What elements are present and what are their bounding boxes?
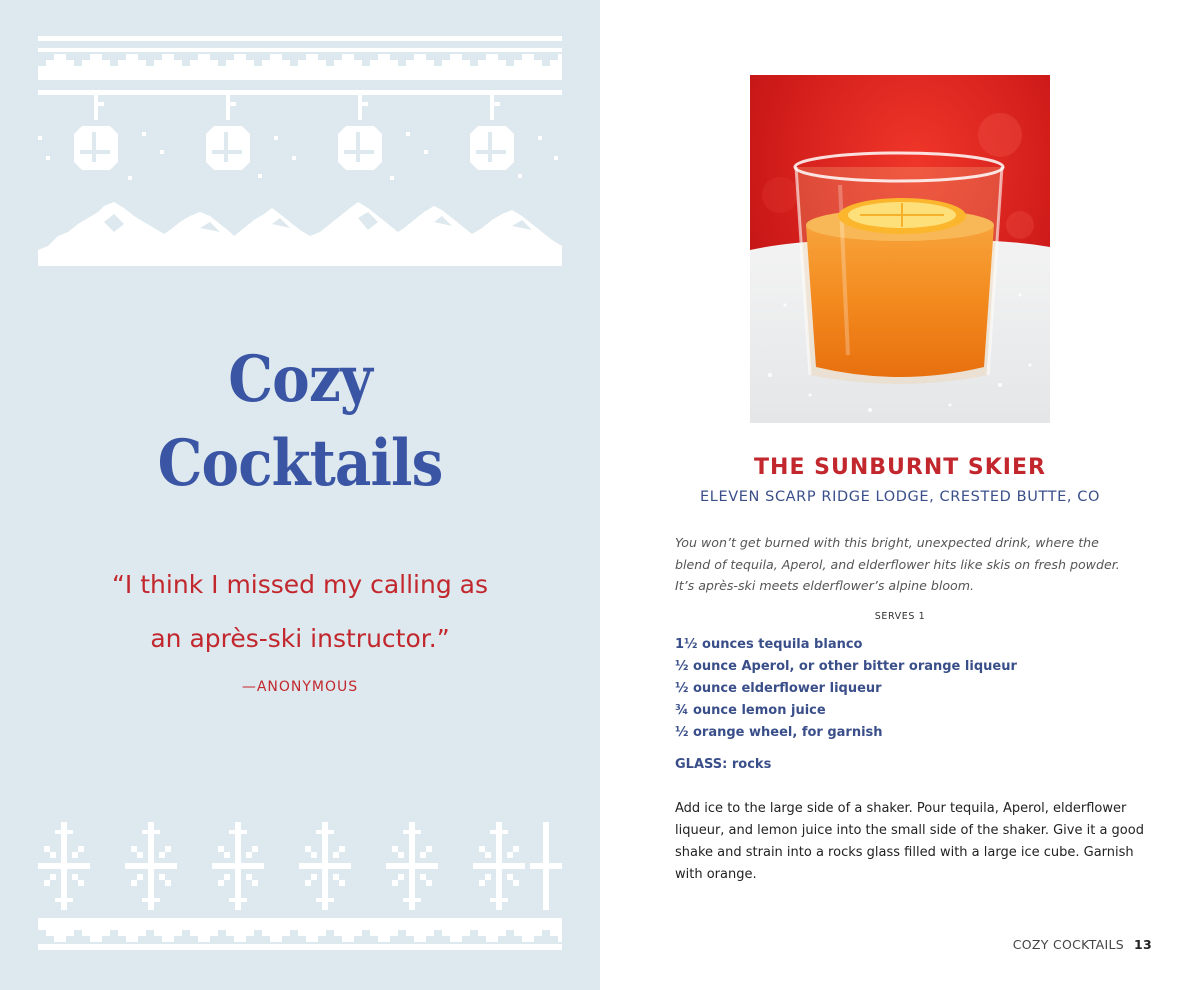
page-footer (1013, 937, 1152, 952)
recipe-source: ELEVEN SCARP RIDGE LODGE, CRESTED BUTTE, CO (700, 489, 1100, 505)
glass-type: GLASS: rocks (675, 757, 772, 772)
quote-line2: an après-ski instructor.” (150, 624, 450, 653)
section-title (124, 338, 476, 506)
knit-pattern-gondolas-mountains (38, 36, 562, 268)
recipe-method: Add ice to the large side of a shaker. Pour tequila, Aperol, elderflower liqueur, and lemon juice into the small side of the shaker. Give it a good shake and strain into a rocks glass filled with a large ice cube. Garnish with orange. (675, 801, 1144, 882)
recipe-intro: You won’t get burned with this bright, unexpected drink, where the blend of tequila, Aperol, and elderflower hits like skis on fresh powder. It’s après-ski meets elderflower’s alpine bloom. (675, 535, 1120, 593)
gondola-icons (38, 94, 558, 180)
ingredient-item: ½ orange wheel, for garnish (675, 725, 883, 740)
rocks-glass (795, 153, 1003, 384)
mountain-range-icon (38, 202, 562, 266)
wave-border-top (38, 48, 562, 80)
ingredient-item: ¾ ounce lemon juice (675, 703, 826, 718)
epigraph-quote (60, 558, 540, 666)
recipe-serves: SERVES 1 (874, 611, 926, 622)
knit-pattern-snowflakes (38, 818, 562, 952)
ingredient-list (675, 634, 1135, 744)
section-title-line2: Cocktails (157, 426, 443, 501)
quote-line1: “I think I missed my calling as (111, 570, 488, 599)
ingredient-item: ½ ounce Aperol, or other bitter orange liqueur (675, 659, 1017, 674)
right-page (600, 0, 1200, 990)
ingredient-item: 1½ ounces tequila blanco (675, 637, 863, 652)
recipe-title: THE SUNBURNT SKIER (754, 455, 1046, 480)
page-number: 13 (1134, 937, 1152, 952)
section-title-line1: Cozy (228, 342, 372, 417)
snowflake-icons (38, 822, 562, 910)
wave-border-bottom (38, 918, 562, 950)
ingredient-item: ½ ounce elderflower liqueur (675, 681, 882, 696)
footer-section-name: COZY COCKTAILS (1012, 937, 1124, 952)
quote-attribution: —ANONYMOUS (241, 679, 359, 695)
cocktail-photo (750, 75, 1050, 423)
